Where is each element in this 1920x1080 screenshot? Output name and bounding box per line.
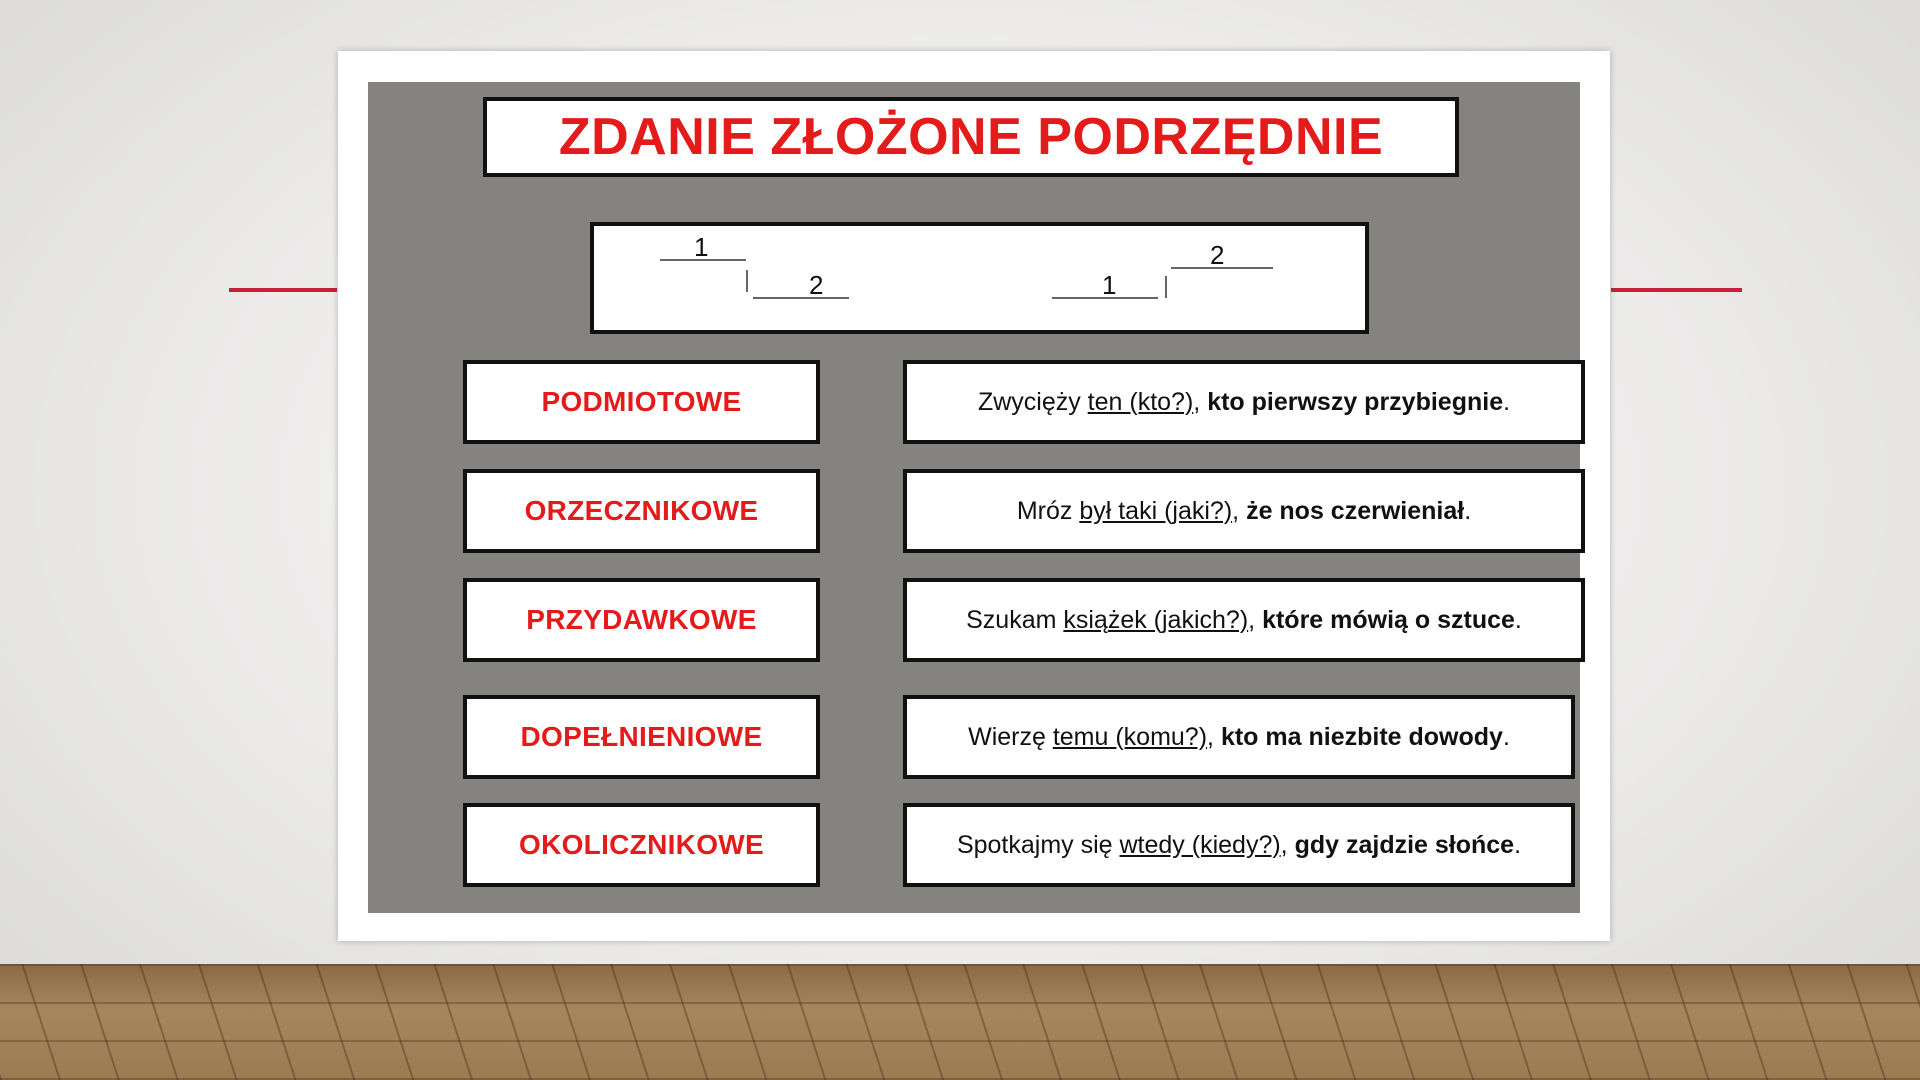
clause-type-label: DOPEŁNIENIOWE xyxy=(520,721,763,752)
example-sentence xyxy=(978,388,1510,417)
example-mid: , xyxy=(1248,605,1263,634)
example-underlined: temu (komu?) xyxy=(1052,722,1208,751)
example-mid: , xyxy=(1193,387,1208,416)
wooden-floor xyxy=(0,964,1920,1080)
content-panel xyxy=(368,82,1580,913)
example-post: . xyxy=(1514,605,1522,634)
example-box xyxy=(903,803,1575,887)
example-sentence xyxy=(1017,497,1471,526)
example-post: . xyxy=(1503,387,1511,416)
example-sentence xyxy=(957,831,1521,860)
example-pre: Wierzę xyxy=(968,722,1053,751)
example-box xyxy=(903,695,1575,779)
clause-type-box xyxy=(463,469,820,553)
diagram-label: 2 xyxy=(809,270,824,300)
clause-type-box xyxy=(463,578,820,662)
clause-type-box xyxy=(463,360,820,444)
example-post: . xyxy=(1502,722,1510,751)
example-bold: które mówią o sztuce xyxy=(1262,605,1515,634)
diagram-label: 2 xyxy=(1210,240,1225,270)
example-underlined: wtedy (kiedy?) xyxy=(1119,830,1281,859)
example-pre: Mróz xyxy=(1016,496,1080,525)
example-box xyxy=(903,469,1585,553)
clause-type-label: PODMIOTOWE xyxy=(541,386,742,417)
example-pre: Szukam xyxy=(966,605,1064,634)
example-bold: kto pierwszy przybiegnie xyxy=(1207,387,1504,416)
clause-type-label: OKOLICZNIKOWE xyxy=(519,829,764,860)
example-post: . xyxy=(1514,830,1522,859)
example-mid: , xyxy=(1280,830,1295,859)
clause-type-label: ORZECZNIKOWE xyxy=(524,495,759,526)
clause-type-box xyxy=(463,803,820,887)
diagram-label: 1 xyxy=(694,232,709,262)
example-post: . xyxy=(1464,496,1472,525)
example-sentence xyxy=(968,723,1510,752)
example-bold: gdy zajdzie słońce xyxy=(1294,830,1515,859)
example-underlined: ten (kto?) xyxy=(1087,387,1194,416)
example-pre: Zwycięży xyxy=(977,387,1088,416)
diagram-svg xyxy=(594,226,1365,330)
title-box xyxy=(483,97,1459,177)
decorative-line-right xyxy=(1611,288,1742,292)
slide xyxy=(338,51,1610,941)
example-pre: Spotkajmy się xyxy=(956,830,1120,859)
example-box xyxy=(903,360,1585,444)
decorative-line-left xyxy=(229,288,337,292)
sentence-diagram xyxy=(590,222,1369,334)
example-bold: że nos czerwieniał xyxy=(1246,496,1465,525)
example-bold: kto ma niezbite dowody xyxy=(1220,722,1503,751)
example-mid: , xyxy=(1207,722,1221,751)
clause-type-box xyxy=(463,695,820,779)
example-underlined: był taki (jaki?) xyxy=(1079,496,1233,525)
diagram-label: 1 xyxy=(1102,270,1117,300)
example-underlined: książek (jakich?) xyxy=(1063,605,1249,634)
slide-title: ZDANIE ZŁOŻONE PODRZĘDNIE xyxy=(558,108,1384,166)
example-box xyxy=(903,578,1585,662)
clause-type-label: PRZYDAWKOWE xyxy=(526,604,757,635)
example-mid: , xyxy=(1232,496,1247,525)
example-sentence xyxy=(966,606,1522,635)
